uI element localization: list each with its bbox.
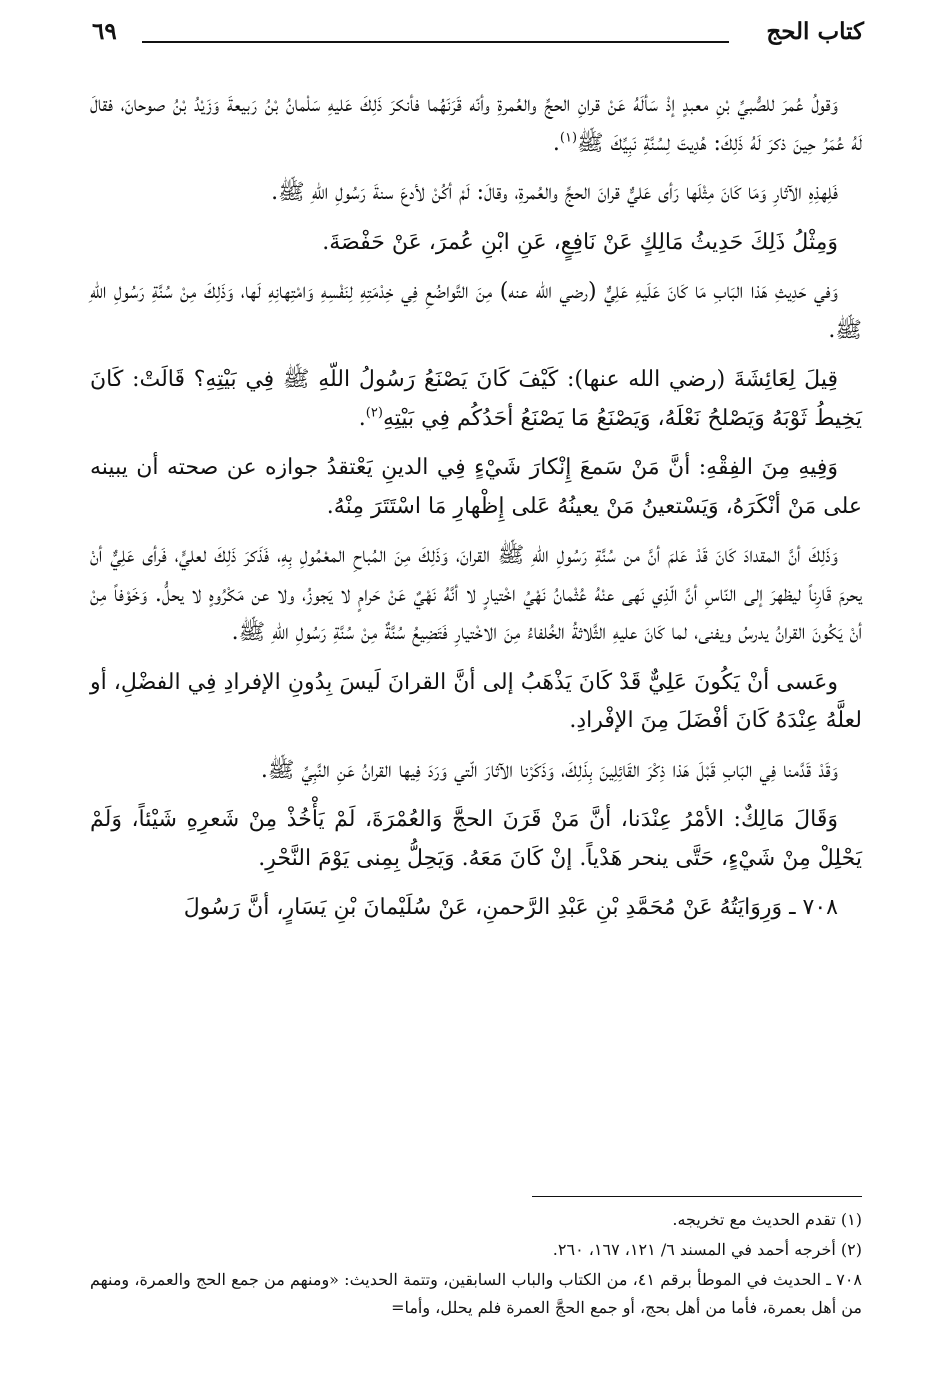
footnote: (٢) أخرجه أحمد في المسند ٦/ ١٢١، ١٦٧، ٢٦٠.	[552, 1240, 862, 1259]
footnote-divider	[532, 1196, 862, 1197]
paragraph	[90, 174, 862, 213]
footnote: ٧٠٨ ـ الحديث في الموطأ برقم ٤١، من الكتاب والباب السابقين، وتتمة الحديث: «ومنهم من جمع الحج والعمرة، ومنهم من أهل بعمرة، فأما من أهل بحج، أو جمع الحجَّ العمرة فلم يحلل، وأما=	[90, 1270, 862, 1317]
paragraph	[90, 752, 862, 791]
paragraph: وَقولُ عُمرَ للصُّبيِّ بْنِ معبدٍ إذْ سَألَهُ عَنْ قرانِ الحجِّ والعُمرةِ وأنّه قَرَنَهُما فأنكرَ ذَلِكَ عَليهِ سَلْمانُ بْنُ رَبيعةَ وَزَيْدُ بْنُ صوحانَ، فقالَ لَهُ عُمَرُ حِينَ ذكرَ لَهُ ذَلِكَ: هُدِيتَ لِسُنَّةِ نَبِيِّكَ ﷺ$^{(١)}$.	[90, 92, 862, 156]
footnote-marker: (٢)	[365, 405, 383, 421]
page-header	[92, 16, 864, 56]
paragraph: قِيلَ لِعَائِشَةَ (رضي الله عنها): كَيْفَ كَانَ يَصْنَعُ رَسُولُ اللّهِ ﷺ فِي بَيْتِهِ؟ قَالَتْ: كَانَ يَخِيطُ ثَوْبَهُ وَيَصْلحُ نَعْلَهُ، وَيَصْنَعُ مَا يَصْنَعُ أحَدُكُم فِي بَيْتِهِ$^{(٢)}$.	[90, 367, 862, 431]
paragraph-text: وَقَالَ مَالِكٌ: الأمْرُ عِنْدَنا، أنَّ مَنْ قَرَنَ الحجَّ وَالعُمْرَةَ، لَمْ يَأْخُذْ مِنْ شَعرِهِ شَيْئاً، وَلَمْ يَحْلِلْ مِنْ شَيْءٍ، حَتَّى ينحر هَدْياً. إنْ كَانَ مَعَهُ. وَيَحِلُّ بِمِنى يَوْمَ النَّحْرِ.	[90, 807, 862, 871]
paragraph	[90, 449, 862, 526]
paragraph	[90, 224, 862, 263]
paragraph	[90, 801, 862, 878]
paragraph-text: وَمِثْلُ ذَلِكَ حَدِيثُ مَالِكٍ عَنْ نَافِعٍ، عَنِ ابْنِ عُمرَ، عَنْ حَفْصَةَ.	[322, 229, 838, 255]
running-title: كتاب الحج	[766, 18, 864, 45]
paragraph	[90, 273, 862, 350]
paragraph-text: وَفي حَدِيثِ هَذا البَابِ مَا كَانَ عَلَيهِ عَلِيٌّ (رضي الله عنه) مِنَ التَّواضُعِ فِي خِدْمَتِهِ لِنَفْسِهِ وَامْتِهانِهِ لَها، وَذَلِكَ مِنْ سُنَّةِ رَسُولِ اللّهِ ﷺ.	[90, 279, 862, 343]
paragraph-text: قِيلَ لِعَائِشَةَ (رضي الله عنها): كَيْفَ كَانَ يَصْنَعُ رَسُولُ اللّهِ ﷺ فِي بَيْتِهِ؟ قَالَتْ: كَانَ يَخِيطُ ثَوْبَهُ وَيَصْلحُ نَعْلَهُ، وَيَصْنَعُ مَا يَصْنَعُ أحَدُكُم فِي بَيْتِهِ	[90, 367, 862, 431]
paragraph-text: وَفِيهِ مِنَ الفِقْهِ: أنَّ مَنْ سَمعَ إِنْكارَ شَيْءٍ فِي الدينِ يَعْتقدُ جوازه عن صحته أن يبينه على مَنْ أنْكَرَهُ، وَيَسْتعينُ مَنْ يعينُهُ عَلى إِظْهارِ مَا اسْتَتَرَ مِنْهُ.	[90, 455, 862, 519]
page-number: ٦٩	[92, 18, 117, 45]
paragraph	[90, 664, 862, 741]
footnote: (١) تقدم الحديث مع تخريجه.	[672, 1210, 862, 1229]
paragraph	[90, 537, 862, 653]
main-text	[90, 86, 862, 939]
hadith-entry	[90, 889, 862, 928]
header-rule	[142, 41, 729, 43]
paragraph-text: ٧٠٨ ـ وَرِوَايَتُهُ عَنْ مُحَمَّدِ بْنِ عَبْدِ الرَّحمنِ، عَنْ سُلَيْمانَ بْنِ يَسَارٍ، أنَّ رَسُولَ	[183, 895, 838, 920]
footnotes	[90, 1206, 862, 1324]
footnote-marker: (١)	[559, 130, 578, 146]
paragraph-text: وَذَلِكَ أنَّ المقدادَ كَانَ قَدْ عَلمَ أنَّ من سُنَّةِ رَسُولِ اللّهِ ﷺ القرانَ، وَذَلِكَ مِنَ المُباحِ المعْمُولِ بِهِ، فَذَكرَ ذَلِكَ لعليٍّ، فَرأى عَلِيٌّ أنْ يحرمَ قَارِناً ليظهرَ إلى النّاسِ أنَّ الّذِي نَهى عنْهُ عُثْمانُ نَهْيُ اخْتيارٍ لا أنَّهُ نَهْيٌ عَنْ حَرامٍ لا يَجوزُ، ولا عن مَكْرُوهٍ لا يحلُّ. وَخَوْفاً مِنْ أنْ يَكُونَ القرانُ يدرسُ ويفنى، لما كَانَ عليهِ الثَّلاثةُ الخُلفاءُ مِنَ الاخْتيارِ فَتَضِيعُ سُنَّةٌ مِنْ سُنَّةِ رَسُولِ اللّهِ ﷺ.	[90, 543, 862, 645]
paragraph-text: وَقَدْ قَدَّمنا فِي البَابِ قَبْلَ هَذا ذِكْرَ القَائِلِينَ بِذَلِكَ، وَذَكَرْنا الآثارَ الّتي وَرَدَ فِيها القرانُ عَنِ النَّبِيِّ ﷺ.	[260, 757, 838, 783]
paragraph-text: فَلِهذِهِ الآثارِ وَمَا كَانَ مِثْلَها رَأى عَليٌّ قرانَ الحجِّ والعُمرةِ، وقالَ: لَمْ أكُنْ لأدعَ سنةَ رَسُولِ اللّهِ ﷺ.	[271, 180, 838, 205]
paragraph-text: وَقولُ عُمرَ للصُّبيِّ بْنِ معبدٍ إذْ سَألَهُ عَنْ قرانِ الحجِّ والعُمرةِ وأنّه قَرَنَهُما فأنكرَ ذَلِكَ عَليهِ سَلْمانُ بْنُ رَبيعةَ وَزَيْدُ بْنُ صوحانَ، فقالَ لَهُ عُمَرُ حِينَ ذكرَ لَهُ ذَلِكَ: هُدِيتَ لِسُنَّةِ نَبِيِّكَ ﷺ	[90, 92, 862, 156]
paragraph-text: وعَسى أنْ يَكُونَ عَلِيٌّ قَدْ كَانَ يَذْهَبُ إلى أنَّ القرانَ لَيسَ بِدُونِ الإفرادِ فِي الفضْلِ، أو لعلَّهُ عِنْدَهُ كَانَ أفْضَلَ مِنَ الإفْرادِ.	[90, 669, 862, 733]
